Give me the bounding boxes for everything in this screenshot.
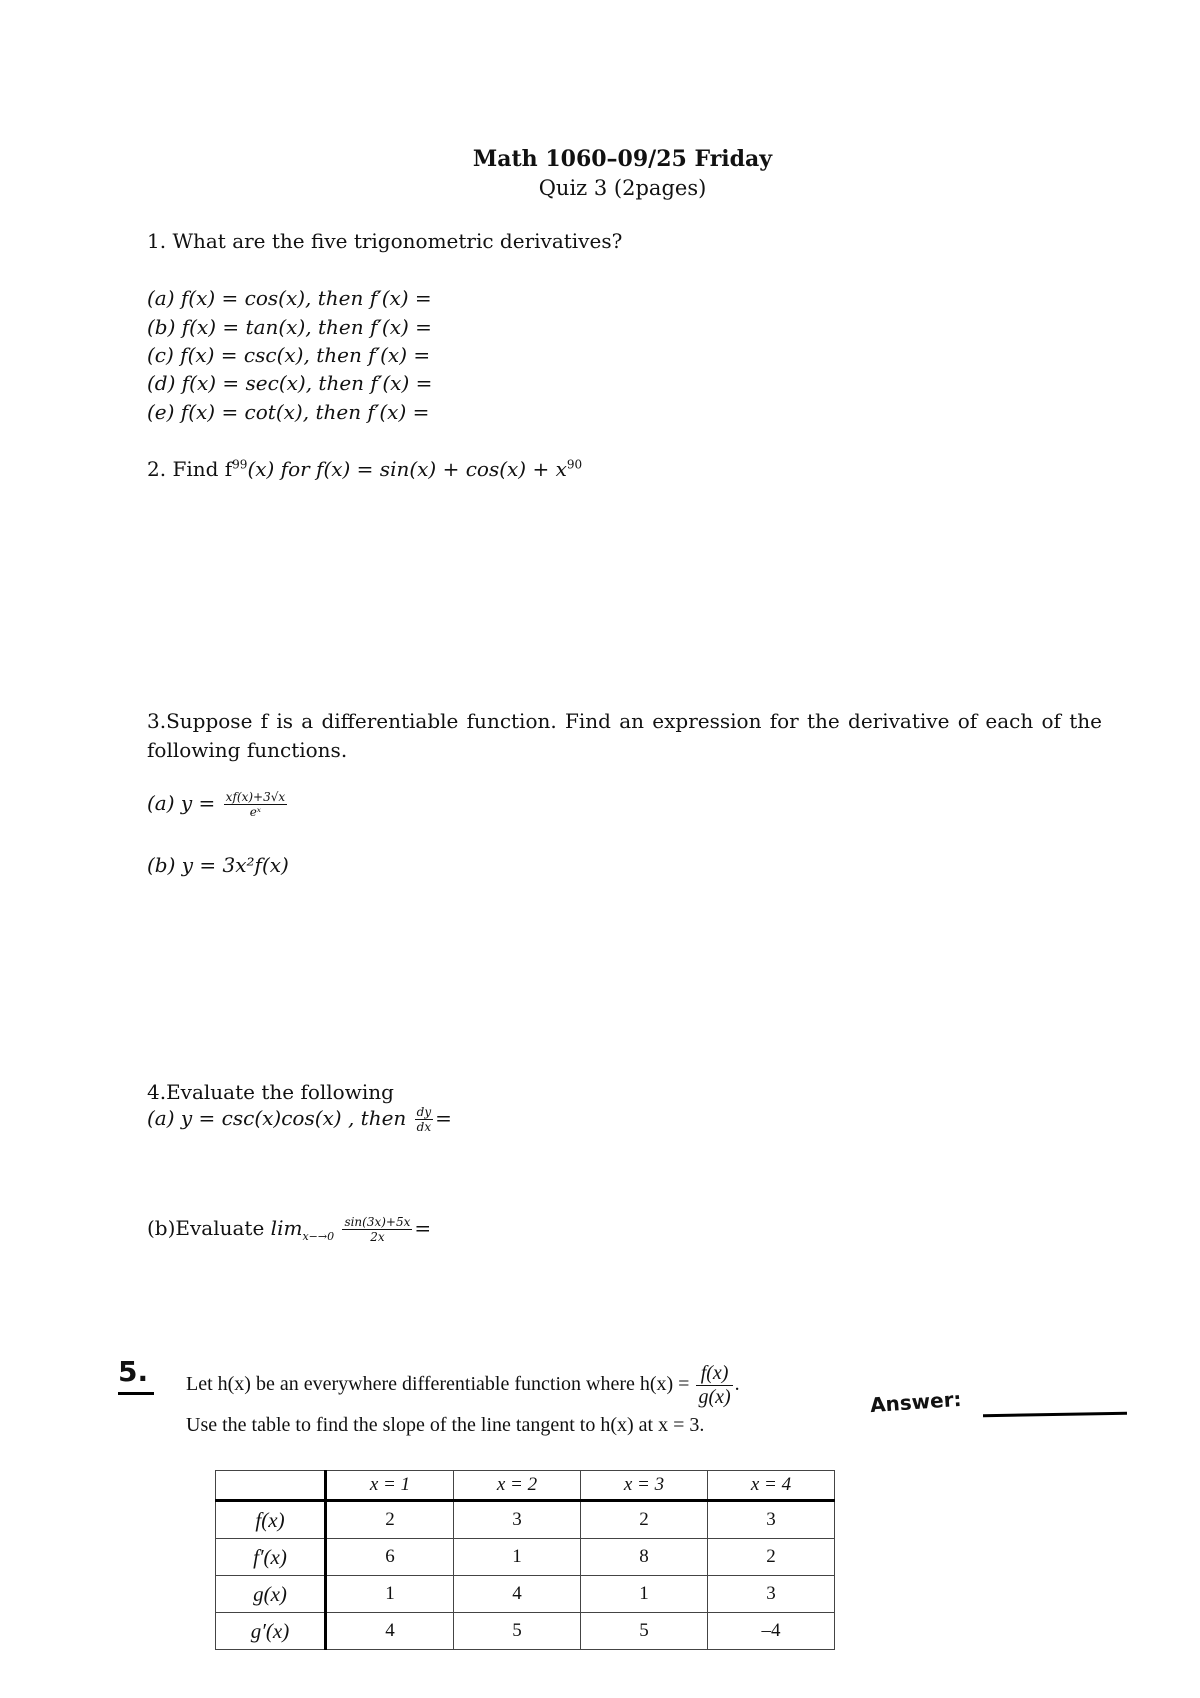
question-1-item-d: (d) f(x) = sec(x), then f′(x) = xyxy=(147,371,433,395)
table-header-cell: x = 4 xyxy=(708,1471,835,1501)
answer-label: Answer: xyxy=(869,1386,963,1418)
table-cell: 3 xyxy=(708,1501,835,1539)
question-5-number: 5. xyxy=(118,1355,149,1388)
question-5-fraction-denominator: g(x) xyxy=(698,1386,731,1408)
table-cell: 4 xyxy=(326,1613,454,1650)
table-row xyxy=(216,1576,835,1613)
question-3-a-denominator: eˣ xyxy=(249,805,262,819)
question-3-a-numerator: xf(x)+3√x xyxy=(225,790,286,804)
table-header-cell xyxy=(216,1471,326,1501)
question-4-prompt: 4.Evaluate the following xyxy=(147,1080,394,1104)
table-row-label: g′(x) xyxy=(216,1613,326,1650)
question-4-a-numerator: dy xyxy=(416,1105,432,1119)
table-row-label: g(x) xyxy=(216,1576,326,1613)
question-2-function: (x) for f(x) = sin(x) + cos(x) + x xyxy=(247,457,567,481)
question-4-b-lim: lim xyxy=(270,1216,303,1240)
question-4-b-limit-subscript: x−→0 xyxy=(302,1230,335,1243)
table-row-label: f(x) xyxy=(216,1501,326,1539)
question-5-fraction xyxy=(696,1362,732,1409)
question-4-b-equals: = xyxy=(414,1216,432,1240)
question-1-prompt: 1. What are the five trigonometric derivatives? xyxy=(147,229,623,253)
page-subtitle: Quiz 3 (2pages) xyxy=(538,176,707,200)
question-1-item-c: (c) f(x) = csc(x), then f′(x) = xyxy=(147,343,431,367)
table-row xyxy=(216,1539,835,1576)
question-1-item-b: (b) f(x) = tan(x), then f′(x) = xyxy=(147,315,432,339)
question-1-item-a: (a) f(x) = cos(x), then f′(x) = xyxy=(147,286,432,310)
values-table xyxy=(215,1470,835,1650)
table-cell: 8 xyxy=(581,1539,708,1576)
question-4-a-denominator: dx xyxy=(416,1120,432,1134)
question-4-a-fraction xyxy=(415,1105,433,1134)
table-cell: 2 xyxy=(581,1501,708,1539)
table-cell: 6 xyxy=(326,1539,454,1576)
page-title: Math 1060–09/25 Friday xyxy=(472,146,773,172)
table-cell: 1 xyxy=(581,1576,708,1613)
question-2-exponent: 90 xyxy=(566,457,583,472)
answer-blank[interactable] xyxy=(983,1412,1127,1418)
question-5-line-1-text: Let h(x) be an everywhere differentiable function where h(x) = xyxy=(186,1373,690,1396)
table-row-label: f′(x) xyxy=(216,1539,326,1576)
question-4-b-denominator: 2x xyxy=(370,1230,385,1244)
table-cell: 1 xyxy=(454,1539,581,1576)
question-3-item-b: (b) y = 3x²f(x) xyxy=(147,853,289,877)
question-5-line-2: Use the table to find the slope of the line tangent to h(x) at x = 3. xyxy=(186,1414,705,1436)
table-header-cell: x = 1 xyxy=(326,1471,454,1501)
question-2-prefix: 2. Find f xyxy=(147,457,233,481)
question-5-line-1: Let h(x) be an everywhere differentiable function where h(x) = $\frac{f(x)}{g(x)}$ . xyxy=(186,1362,740,1408)
table-header-row xyxy=(216,1471,835,1501)
table-cell: 1 xyxy=(326,1576,454,1613)
table-cell: 2 xyxy=(326,1501,454,1539)
question-4-a-equals: = xyxy=(435,1106,452,1130)
question-3-a-fraction xyxy=(224,790,287,819)
table-row xyxy=(216,1613,835,1650)
table-header-cell: x = 3 xyxy=(581,1471,708,1501)
question-1-item-e: (e) f(x) = cot(x), then f′(x) = xyxy=(147,400,430,424)
table-row xyxy=(216,1501,835,1539)
question-4-b-numerator: sin(3x)+5x xyxy=(344,1215,411,1229)
question-4-item-b xyxy=(147,1215,431,1244)
table-header-cell: x = 2 xyxy=(454,1471,581,1501)
table-cell: 3 xyxy=(454,1501,581,1539)
table-cell: 5 xyxy=(581,1613,708,1650)
question-2-order: 99 xyxy=(232,457,248,472)
question-3-a-label: (a) y = xyxy=(147,791,216,815)
table-cell: 5 xyxy=(454,1613,581,1650)
table-cell: –4 xyxy=(708,1613,835,1650)
table-cell: 4 xyxy=(454,1576,581,1613)
question-5-fraction-numerator: f(x) xyxy=(696,1362,732,1386)
question-4-item-a xyxy=(147,1105,452,1134)
question-2-prompt xyxy=(147,457,582,481)
question-4-b-fraction xyxy=(342,1215,412,1244)
question-5-number-underline xyxy=(118,1392,154,1395)
table-cell: 3 xyxy=(708,1576,835,1613)
question-4-a-text: (a) y = csc(x)cos(x) , then xyxy=(147,1106,407,1130)
question-3-item-a xyxy=(147,790,289,819)
table-cell: 2 xyxy=(708,1539,835,1576)
question-3-prompt: 3.Suppose f is a differentiable function. Find an expression for the derivative of each of the following functions. xyxy=(147,709,1102,762)
question-4-b-prefix: (b)Evaluate xyxy=(147,1216,265,1240)
